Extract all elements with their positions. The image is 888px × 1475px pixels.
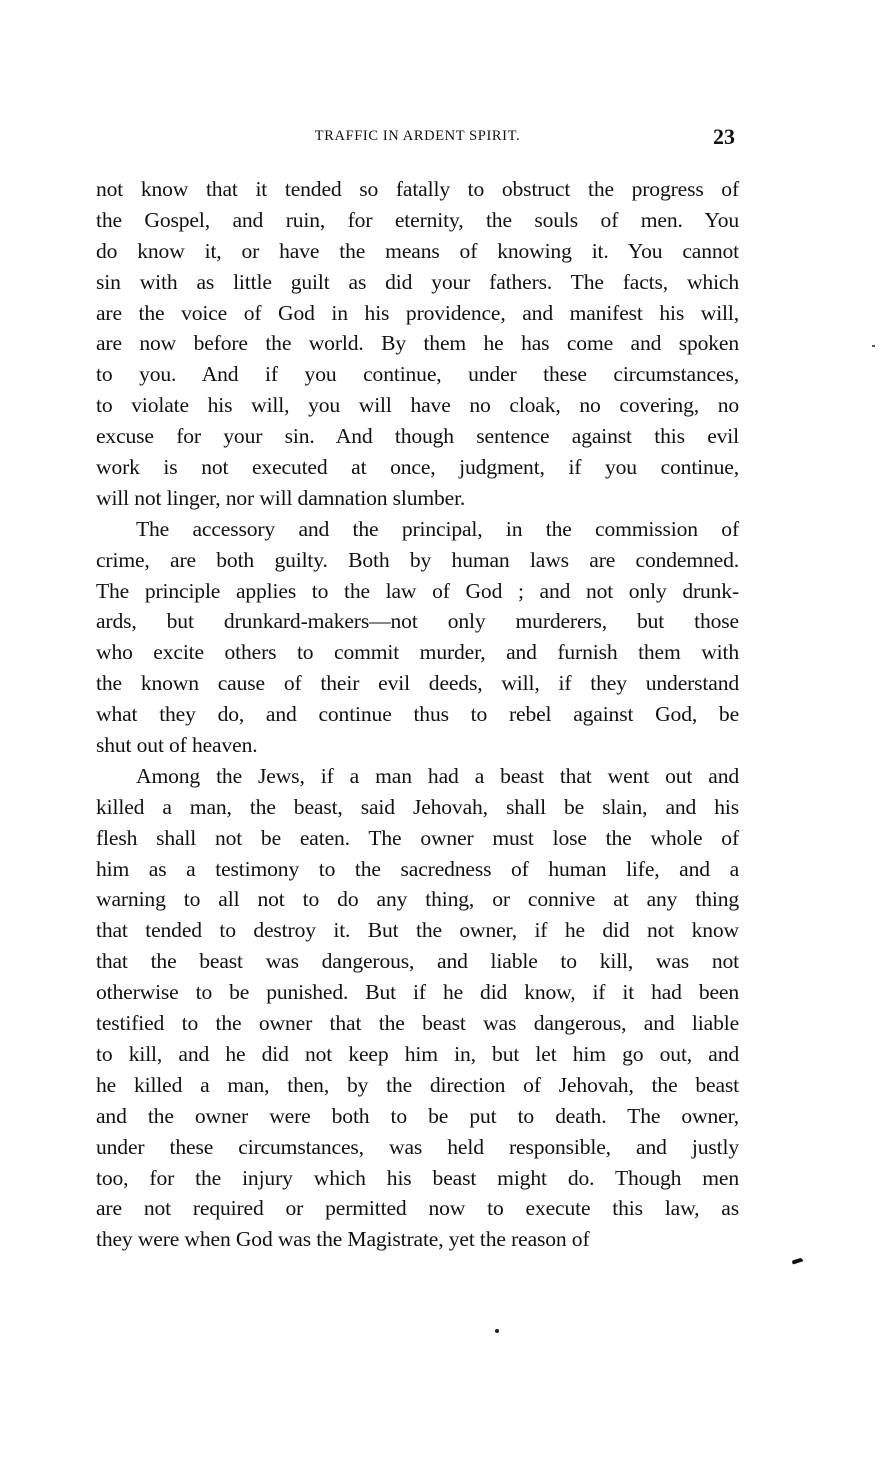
text-line: under these circumstances, was held responsible, and justly xyxy=(96,1134,739,1159)
text-line: to kill, and he did not keep him in, but let him go out, and xyxy=(96,1041,739,1066)
text-line: shut out of heaven. xyxy=(96,733,258,758)
text-line: are now before the world. By them he has come and spoken xyxy=(96,331,739,356)
text-line: crime, are both guilty. Both by human laws are condemned. xyxy=(96,547,739,572)
text-line: ards, but drunkard-makers—not only murderers, but those xyxy=(96,609,739,634)
body-text xyxy=(96,174,739,1255)
paragraph-3 xyxy=(96,761,739,1255)
text-line: warning to all not to do any thing, or connive at any thing xyxy=(96,887,739,912)
text-line: he killed a man, then, by the direction of Jehovah, the beast xyxy=(96,1072,739,1097)
text-line: work is not executed at once, judgment, if you continue, xyxy=(96,455,739,480)
text-line: not know that it tended so fatally to obstruct the progress of xyxy=(96,177,739,201)
text-line: too, for the injury which his beast might do. Though men xyxy=(96,1165,739,1190)
text-line: the known cause of their evil deeds, will, if they understand xyxy=(96,671,739,696)
text-line: are not required or permitted now to execute this law, as xyxy=(96,1196,739,1221)
text-line: who excite others to commit murder, and furnish them with xyxy=(96,640,739,665)
book-page xyxy=(96,124,739,1255)
text-line: and the owner were both to be put to death. The owner, xyxy=(96,1103,739,1128)
text-line: they were when God was the Magistrate, yet the reason of xyxy=(96,1227,590,1252)
paragraph-2 xyxy=(96,514,739,761)
text-line: The principle applies to the law of God ; and not only drunk- xyxy=(96,578,739,603)
text-line: to violate his will, you will have no cloak, no covering, no xyxy=(96,393,739,418)
text-line: sin with as little guilt as did your fathers. The facts, which xyxy=(96,269,739,294)
text-line: are the voice of God in his providence, and manifest his will, xyxy=(96,300,739,325)
text-line: what they do, and continue thus to rebel against God, be xyxy=(96,702,739,727)
margin-speck xyxy=(872,345,875,347)
text-line: testified to the owner that the beast was dangerous, and liable xyxy=(96,1011,739,1036)
text-line: excuse for your sin. And though sentence against this evil xyxy=(96,424,739,449)
text-line: will not linger, nor will damnation slumber. xyxy=(96,485,466,510)
text-line: do know it, or have the means of knowing it. You cannot xyxy=(96,238,739,263)
text-line: The accessory and the principal, in the commission of xyxy=(136,516,739,541)
ink-smudge xyxy=(792,1257,804,1264)
page-number: 23 xyxy=(713,124,735,149)
text-line: Among the Jews, if a man had a beast that went out and xyxy=(136,763,739,788)
ink-dot xyxy=(495,1329,499,1333)
running-title: TRAFFIC IN ARDENT SPIRIT. xyxy=(314,127,521,145)
text-line: flesh shall not be eaten. The owner must lose the whole of xyxy=(96,825,739,850)
text-line: killed a man, the beast, said Jehovah, shall be slain, and his xyxy=(96,794,739,819)
paragraph-1 xyxy=(96,174,739,514)
text-line: him as a testimony to the sacredness of human life, and a xyxy=(96,856,739,881)
text-line: to you. And if you continue, under these circumstances, xyxy=(96,362,739,387)
text-line: the Gospel, and ruin, for eternity, the souls of men. You xyxy=(96,207,739,232)
text-line: otherwise to be punished. But if he did know, if it had been xyxy=(96,980,739,1005)
running-head xyxy=(96,124,739,164)
text-line: that tended to destroy it. But the owner, if he did not know xyxy=(96,918,739,943)
text-line: that the beast was dangerous, and liable to kill, was not xyxy=(96,949,739,974)
